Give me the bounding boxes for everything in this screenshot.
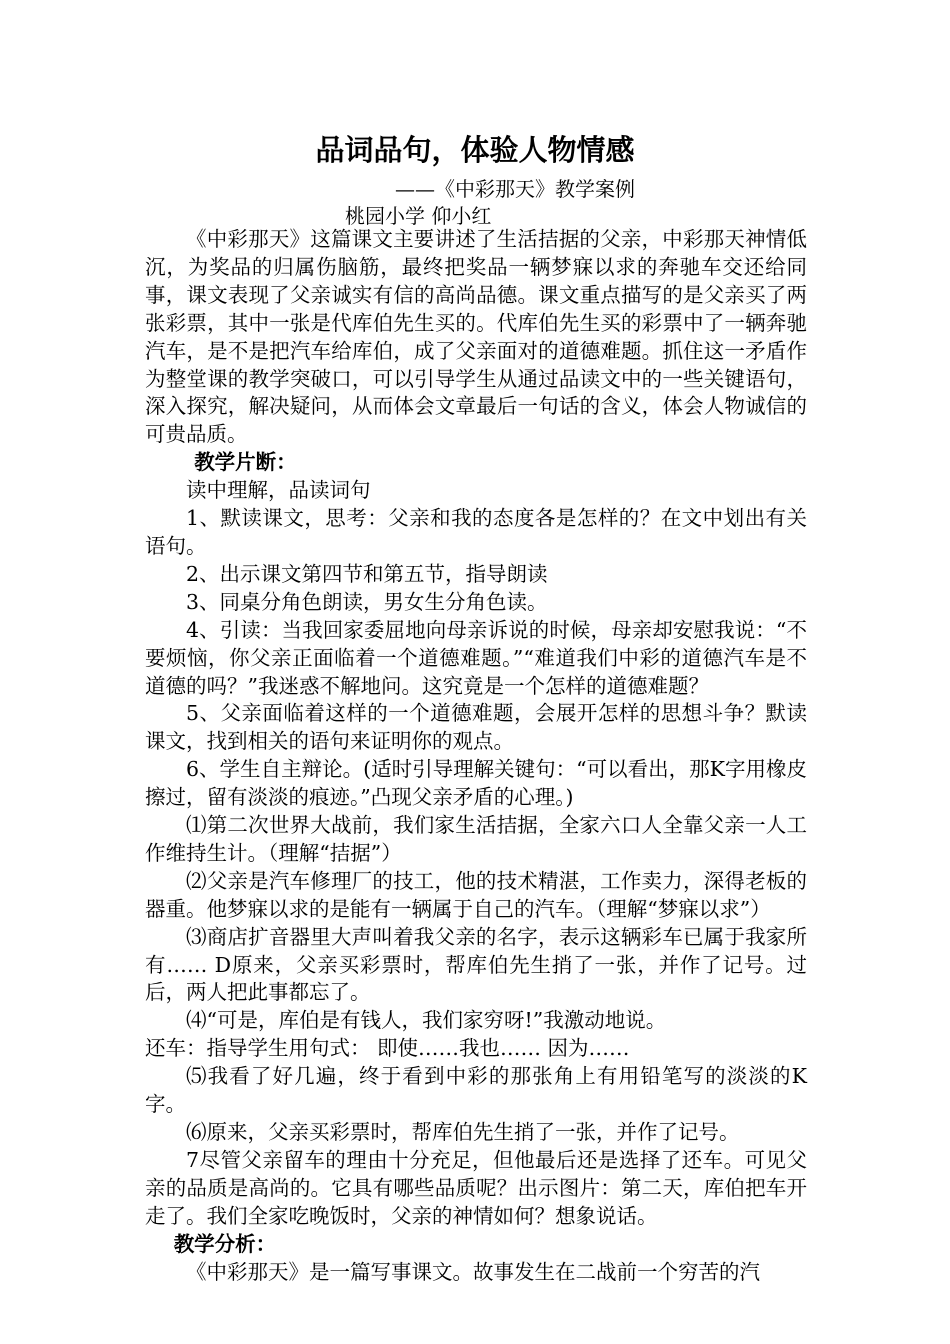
paragraph: 5、父亲面临着这样的一个道德难题，会展开怎样的思想斗争？默读课文，找到相关的语句来证明你的观点。 (145, 701, 807, 754)
paragraph: 1、默读课文，思考：父亲和我的态度各是怎样的？在文中划出有关语句。 (145, 506, 807, 558)
paragraph: ⑵父亲是汽车修理厂的技工，他的技术精湛，工作卖力，深得老板的器重。他梦寐以求的是能有一辆属于自己的汽车。（理解“梦寐以求”） (145, 868, 807, 921)
paragraph: 读中理解，品读词句 (186, 478, 371, 503)
paragraph: ⑸我看了好几遍，终于看到中彩的那张角上有用铅笔写的淡淡的K字。 (145, 1064, 807, 1117)
paragraph: 2、出示课文第四节和第五节，指导朗读 (186, 561, 548, 586)
page-title: 品词品句，体验人物情感 (315, 133, 635, 167)
paragraph: ⑶商店扩音器里大声叫着我父亲的名字，表示这辆彩车已属于我家所有…… D原来，父亲买彩票时，帮库伯先生捎了一张，并作了记号。过后，两人把此事都忘了。 (145, 924, 807, 1005)
author-line: 桃园小学 仰小红 (345, 204, 492, 228)
section-heading-teaching-excerpt: 教学片断： (194, 450, 297, 475)
document-body (145, 226, 807, 1286)
section-heading-teaching-analysis: 教学分析： (173, 1231, 277, 1256)
paragraph: ⑹原来，父亲买彩票时，帮库伯先生捎了一张，并作了记号。 (186, 1120, 740, 1144)
paragraph: 7尽管父亲留车的理由十分充足，但他最后还是选择了还车。可见父亲的品质是高尚的。它具有哪些品质呢？出示图片：第二天，库伯把车开走了。我们全家吃晚饭时，父亲的神情如何？想象说话。 (145, 1147, 807, 1228)
page-subtitle: ——《中彩那天》教学案例 (395, 177, 635, 201)
intro-paragraph: 《中彩那天》这篇课文主要讲述了生活拮据的父亲，中彩那天神情低沉，为奖品的归属伤脑筋，最终把奖品一辆梦寐以求的奔驰车交还给同事，课文表现了父亲诚实有信的高尚品德。课文重点描写的是父亲买了两张彩票，其中一张是代库伯先生买的。代库伯先生买的彩票中了一辆奔驰汽车，是不是把汽车给库伯，成了父亲面对的道德难题。抓住这一矛盾作为整堂课的教学突破口，可以引导学生从通过品读文中的一些关键语句，深入探究，解决疑问，从而体会文章最后一句话的含义，体会人物诚信的可贵品质。 (145, 227, 807, 447)
paragraph: 6、学生自主辩论。(适时引导理解关键句：“可以看出，那K字用橡皮擦过，留有淡淡的痕迹。”凸现父亲矛盾的心理。) (145, 757, 807, 810)
paragraph: ⑷“可是，库伯是有钱人，我们家穷呀!”我激动地说。 (186, 1008, 667, 1033)
paragraph: ⑴第二次世界大战前，我们家生活拮据，全家六口人全靠父亲一人工作维持生计。（理解“拮据”） (145, 813, 807, 865)
paragraph: 4、引读：当我回家委屈地向母亲诉说的时候，母亲却安慰我说：“不要烦恼，你父亲正面临着一个道德难题。”“难道我们中彩的道德汽车是不道德的吗？”我迷惑不解地问。这究竟是一个怎样的道德难题？ (145, 617, 807, 698)
paragraph: 还车：指导学生用句式： 即使……我也…… 因为…… (145, 1036, 630, 1061)
paragraph: 3、同桌分角色朗读，男女生分角色读。 (186, 589, 548, 614)
paragraph: 《中彩那天》是一篇写事课文。故事发生在二战前一个穷苦的汽 (186, 1259, 760, 1284)
